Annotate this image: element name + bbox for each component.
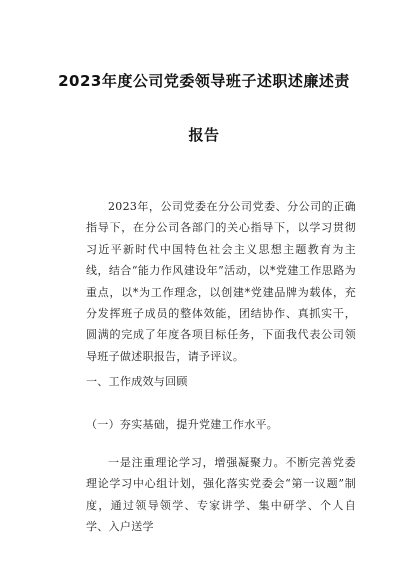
body-paragraph: 一是注重理论学习，增强凝聚力。不断完善党委理论学习中心组计划，强化落实党委会“第一议题”制度，通过领导领学、专家讲学、集中研学、个人自学、入户送学 <box>86 456 356 534</box>
intro-paragraph: 2023年，公司党委在分公司党委、分公司的正确指导下，在分公司各部门的关心指导下，以学习贯彻习近平新时代中国特色社会主义思想主题教育为主线，结合“能力作风建设年”活动，以*党建工作思路为重点，以*为工作理念，以创建*党建品牌为载体，充分发挥班子成员的整体效能，团结协作、真抓实干，圆满的完成了年度各项目标任务，下面我代表公司领导班子做述职报告，请予评议。 <box>86 200 356 363</box>
document-title-line-1: 2023年度公司党委领导班子述职述廉述责 <box>58 72 350 90</box>
section-heading: 一、工作成效与回顾 <box>86 375 188 388</box>
subsection-heading: （一）夯实基础，提升党建工作水平。 <box>86 418 279 431</box>
document-title-line-2: 报告 <box>188 126 220 144</box>
